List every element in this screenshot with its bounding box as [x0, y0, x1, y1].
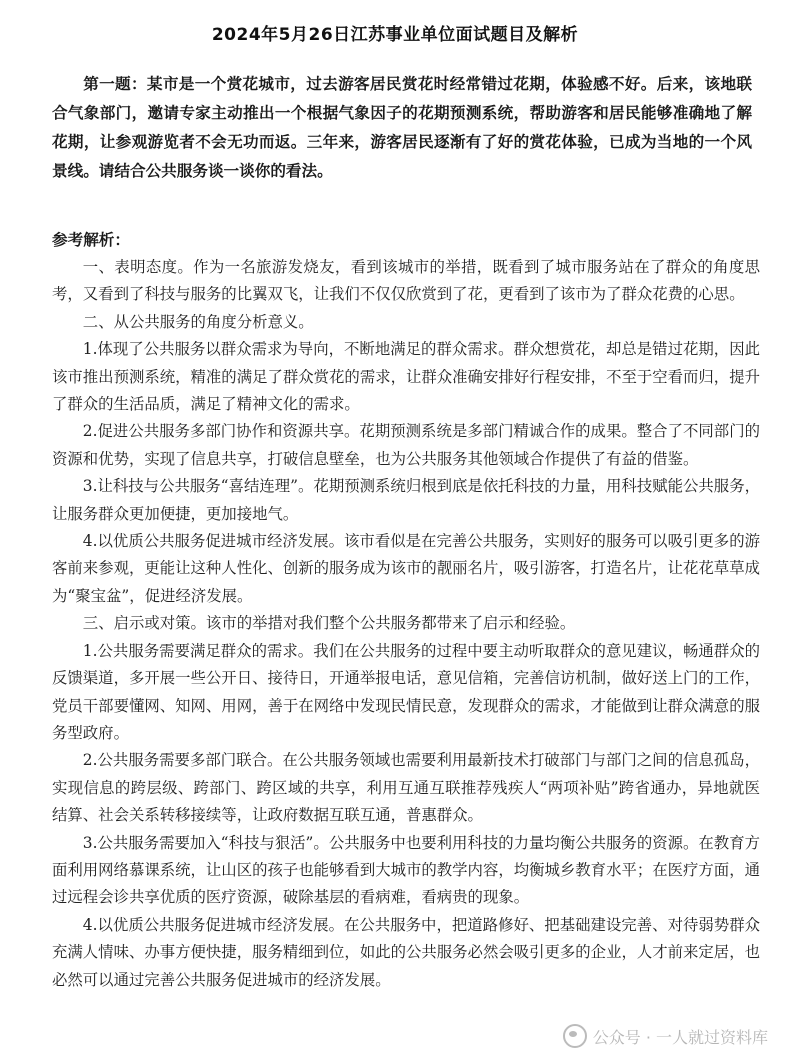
analysis-paragraph-attitude: 一、表明态度。作为一名旅游发烧友，看到该城市的举措，既看到了城市服务站在了群众的角度思考，又看到了科技与服务的比翼双飞，让我们不仅仅欣赏到了花，更看到了该市为了群众花费的心思。 — [52, 258, 760, 304]
analysis-paragraph: 3.公共服务需要加入“科技与狠活”。公共服务中也要利用科技的力量均衡公共服务的资源。在教育方面利用网络慕课系统，让山区的孩子也能够看到大城市的教学内容，均衡城乡教育水平；在医疗方面，通过远程会诊共享优质的医疗资源，破除基层的看病难，看病贵的现象。 — [52, 833, 760, 907]
analysis-paragraph: 1.公共服务需要满足群众的需求。我们在公共服务的过程中要主动听取群众的意见建议，畅通群众的反馈渠道，多开展一些公开日、接待日，开通举报电话，意见信箱，完善信访机制，做好送上门的工作，党员干部要懂网、知网、用网，善于在网络中发现民情民意，发现群众的需求，才能做到让群众满意的服务型政府。 — [52, 641, 760, 742]
reference-label: 参考解析： — [52, 231, 130, 249]
analysis-paragraph: 4.以优质公共服务促进城市经济发展。在公共服务中，把道路修好、把基础建设完善、对待弱势群众充满人情味、办事方便快捷，服务精细到位，如此的公共服务必然会吸引更多的企业，人才前来定居，也必然可以通过完善公共服务促进城市的经济发展。 — [52, 915, 760, 989]
analysis-paragraph: 2.公共服务需要多部门联合。在公共服务领域也需要利用最新技术打破部门与部门之间的信息孤岛，实现信息的跨层级、跨部门、跨区域的共享，利用互通互联推荐残疾人“两项补贴”跨省通办，异地就医结算、社会关系转移接续等，让政府数据互联互通，普惠群众。 — [52, 751, 760, 825]
analysis-paragraph: 3.让科技与公共服务“喜结连理”。花期预测系统归根到底是依托科技的力量，用科技赋能公共服务，让服务群众更加便捷，更加接地气。 — [52, 477, 760, 523]
analysis-body — [52, 254, 760, 994]
analysis-paragraph: 1.体现了公共服务以群众需求为导向，不断地满足的群众需求。群众想赏花，却总是错过花期，因此该市推出预测系统，精准的满足了群众赏花的需求，让群众准确安排好行程安排，不至于空看而归，提升了群众的生活品质，满足了精神文化的需求。 — [52, 340, 760, 414]
analysis-heading-significance: 二、从公共服务的角度分析意义。 — [82, 312, 314, 331]
question-text: 第一题：某市是一个赏花城市，过去游客居民赏花时经常错过花期，体验感不好。后来，该地联合气象部门，邀请专家主动推出一个根据气象因子的花期预测系统，帮助游客和居民能够准确地了解花期，让参观游览者不会无功而返。三年来，游客居民逐渐有了好的赏花体验，已成为当地的一个风景线。请结合公共服务谈一谈你的看法。 — [52, 75, 752, 180]
analysis-heading-countermeasures: 三、启示或对策。该市的举措对我们整个公共服务都带来了启示和经验。 — [82, 614, 576, 633]
analysis-paragraph: 4.以优质公共服务促进城市经济发展。该市看似是在完善公共服务，实则好的服务可以吸引更多的游客前来参观，更能让这种人性化、创新的服务成为该市的靓丽名片，吸引游客，打造名片，让花花草草成为“聚宝盆”，促进经济发展。 — [52, 532, 760, 605]
watermark-text: 公众号 · 一人就过资料库 — [592, 1027, 768, 1047]
watermark — [563, 1024, 768, 1048]
analysis-paragraph: 2.促进公共服务多部门协作和资源共享。花期预测系统是多部门精诚合作的成果。整合了不同部门的资源和优势，实现了信息共享，打破信息壁垒，也为公共服务其他领域合作提供了有益的借鉴。 — [52, 422, 760, 468]
wechat-logo-icon — [563, 1024, 587, 1048]
document-title: 2024年5月26日江苏事业单位面试题目及解析 — [211, 25, 579, 45]
